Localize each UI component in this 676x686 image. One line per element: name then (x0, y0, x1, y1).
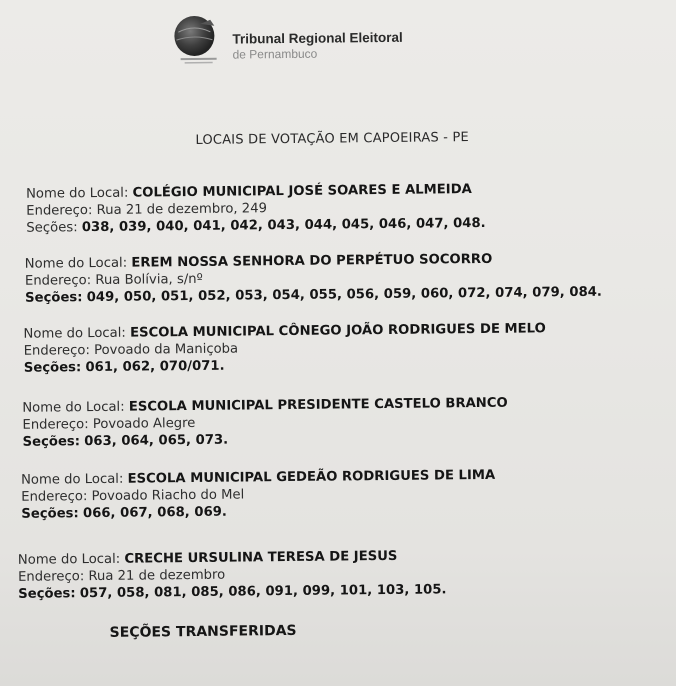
address-value: Rua Bolívia, s/nº (95, 271, 203, 289)
location-name: EREM NOSSA SENHORA DO PERPÉTUO SOCORRO (131, 251, 493, 271)
address-label: Endereço: (23, 343, 90, 359)
location-name-label: Nome do Local: (22, 399, 125, 416)
sections-label: Seções: (18, 586, 76, 602)
address-value: Rua 21 de dezembro (88, 567, 226, 585)
voting-location-entry (25, 250, 602, 307)
address-label: Endereço: (24, 273, 92, 289)
location-name: ESCOLA MUNICIPAL GEDEÃO RODRIGUES DE LIMA (127, 467, 496, 487)
location-name-label: Nome do Local: (24, 255, 128, 272)
location-name-label: Nome do Local: (20, 471, 124, 488)
sections-label: Seções: (23, 360, 82, 376)
address-value: Rua 21 de dezembro, 249 (96, 201, 268, 218)
sections-line (21, 501, 495, 523)
voting-location-entry (21, 467, 496, 523)
transferred-sections-title: SEÇÕES TRANSFERIDAS (109, 622, 297, 641)
sections-value: 049, 050, 051, 052, 053, 054, 055, 056, 059, 060, 072, 074, 079, 084. (86, 284, 602, 306)
address-label: Endereço: (21, 489, 88, 505)
sections-label: Seções: (26, 220, 78, 236)
sections-line (23, 429, 509, 451)
sections-label: Seções: (21, 506, 79, 522)
location-name: CRECHE URSULINA TERESA DE JESUS (124, 548, 398, 567)
address-label: Endereço: (17, 569, 85, 585)
voting-location-entry (26, 181, 486, 237)
address-label: Endereço: (22, 417, 89, 433)
voting-location-entry (22, 395, 508, 451)
address-value: Povoado Riacho do Mel (91, 487, 245, 505)
location-name: COLÉGIO MUNICIPAL JOSÉ SOARES E ALMEIDA (132, 182, 472, 201)
tre-pe-logo-icon (170, 12, 225, 67)
sections-value: 057, 058, 081, 085, 086, 091, 099, 101, 103, 105. (79, 582, 447, 602)
sections-label: Seções: (22, 434, 81, 450)
sections-value: 061, 062, 070/071. (85, 358, 225, 376)
location-name-label: Nome do Local: (23, 325, 126, 342)
org-subtitle: de Pernambuco (232, 46, 318, 62)
location-name: ESCOLA MUNICIPAL PRESIDENTE CASTELO BRANCO (128, 395, 508, 415)
voting-location-entry (18, 547, 447, 602)
location-name-label: Nome do Local: (17, 551, 121, 568)
address-value: Povoado Alegre (92, 415, 196, 433)
address-label: Endereço: (26, 203, 93, 219)
sections-line (18, 581, 446, 602)
sections-label: Seções: (25, 290, 83, 306)
document-title: LOCAIS DE VOTAÇÃO EM CAPOEIRAS - PE (195, 130, 470, 148)
location-name: ESCOLA MUNICIPAL CÔNEGO JOÃO RODRIGUES DE MELO (129, 321, 546, 341)
sections-value: 038, 039, 040, 041, 042, 043, 044, 045, 046, 047, 048. (81, 215, 486, 236)
address-value: Povoado da Maniçoba (93, 341, 239, 359)
org-name: Tribunal Regional Eleitoral (232, 29, 403, 47)
location-name-label: Nome do Local: (25, 185, 129, 202)
letterhead (170, 7, 491, 70)
sections-line (26, 215, 485, 237)
sections-value: 066, 067, 068, 069. (82, 504, 227, 522)
sections-value: 063, 064, 065, 073. (84, 432, 229, 450)
voting-location-entry (23, 320, 546, 376)
